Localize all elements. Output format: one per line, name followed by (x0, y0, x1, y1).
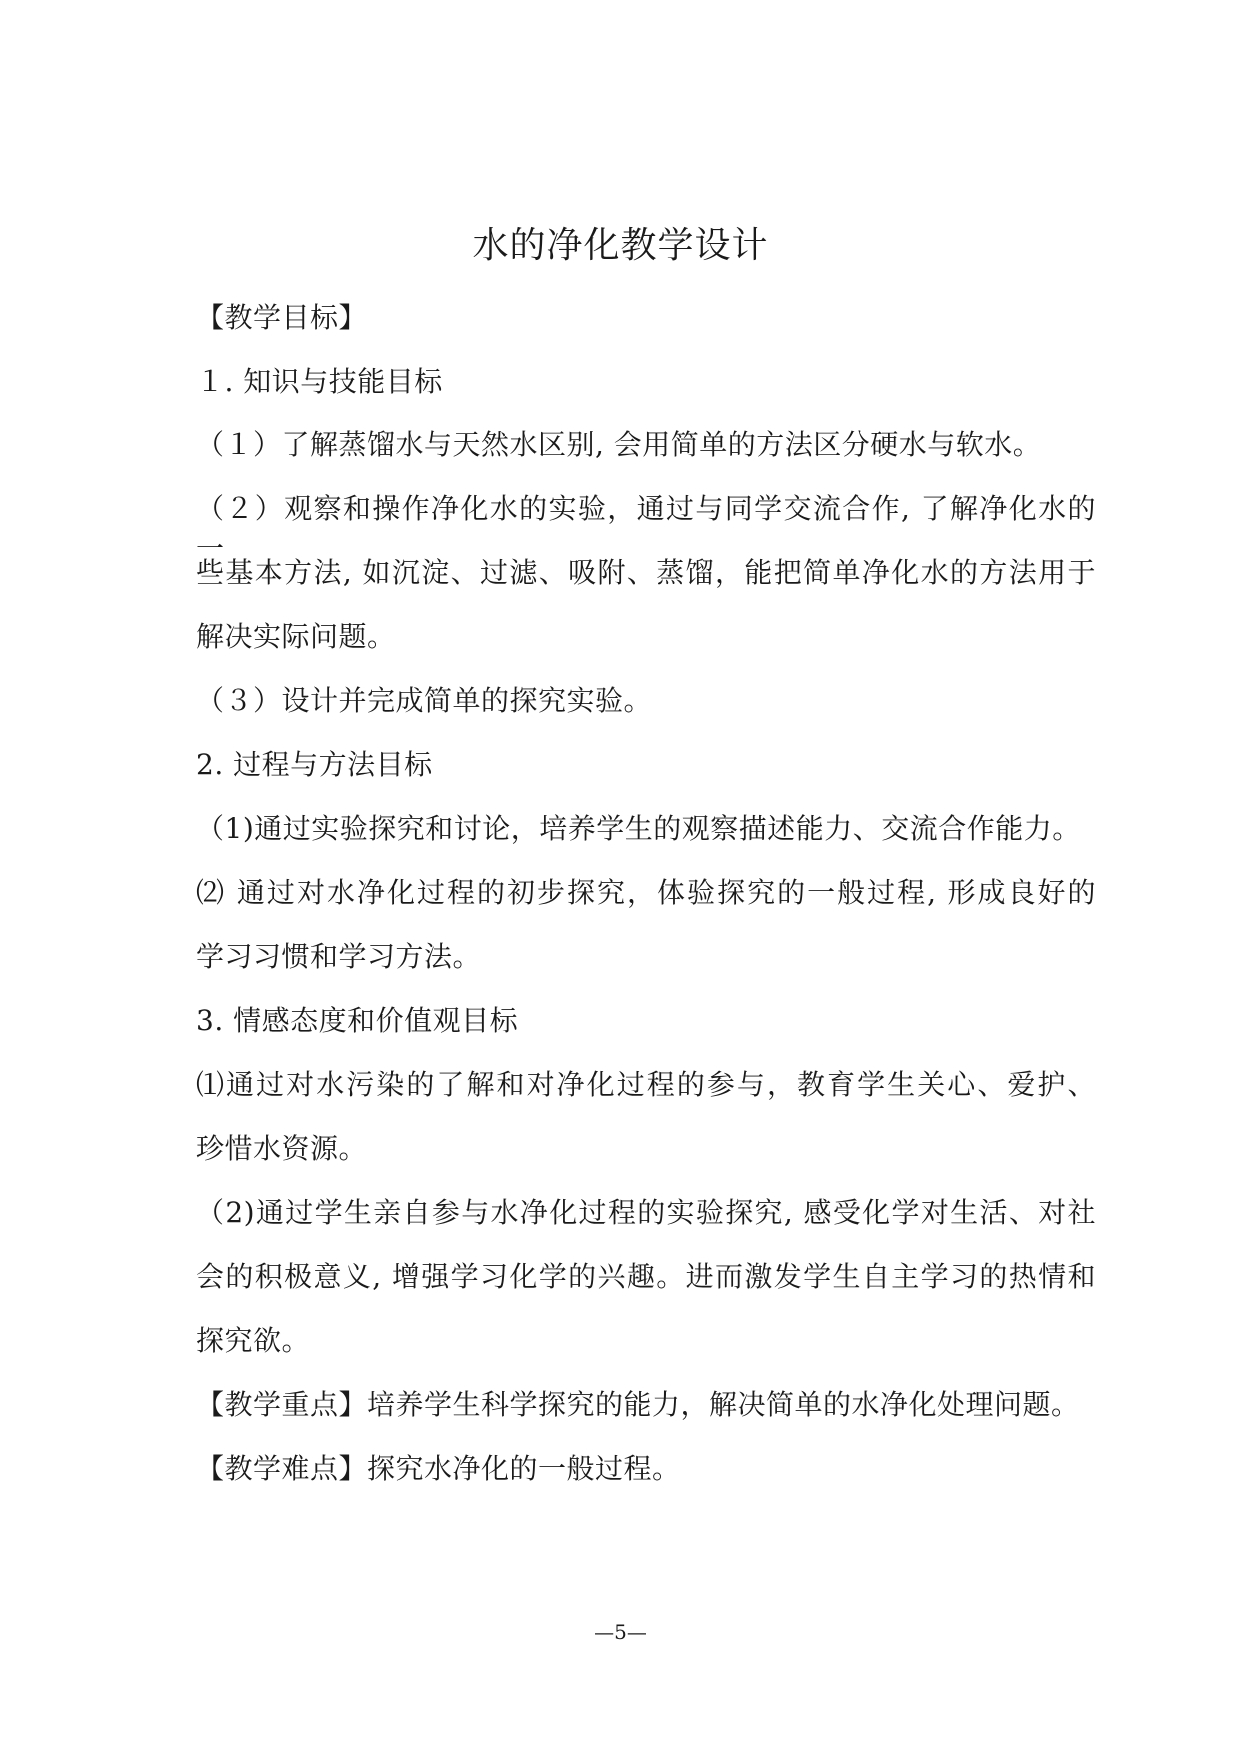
paragraph-line: ⑴通过对水污染的了解和对净化过程的参与，教育学生关心、爱护、 (196, 1068, 1096, 1101)
paragraph-line: （１）了解蒸馏水与天然水区别, 会用简单的方法区分硬水与软水。 (196, 428, 1042, 461)
paragraph-line: 解决实际问题。 (196, 620, 396, 653)
subheading-knowledge-skills: １. 知识与技能目标 (196, 365, 443, 398)
paragraph-line: （1)通过实验探究和讨论，培养学生的观察描述能力、交流合作能力。 (196, 812, 1081, 845)
paragraph-line: （３）设计并完成简单的探究实验。 (196, 684, 653, 717)
section-teaching-focus: 【教学重点】培养学生科学探究的能力，解决简单的水净化处理问题。 (196, 1388, 1080, 1421)
paragraph-line: （2)通过学生亲自参与水净化过程的实验探究, 感受化学对生活、对社 (196, 1196, 1096, 1229)
page-title: 水的净化教学设计 (472, 225, 769, 266)
paragraph-line: 探究欲。 (196, 1324, 311, 1357)
section-heading-teaching-goals: 【教学目标】 (196, 301, 368, 334)
paragraph-line: ⑵ 通过对水净化过程的初步探究，体验探究的一般过程, 形成良好的 (196, 876, 1096, 909)
paragraph-line: （２）观察和操作净化水的实验，通过与同学交流合作, 了解净化水的一 (196, 492, 1096, 565)
section-teaching-difficulty: 【教学难点】探究水净化的一般过程。 (196, 1452, 681, 1485)
paragraph-line: 些基本方法, 如沉淀、过滤、吸附、蒸馏，能把简单净化水的方法用于 (196, 556, 1096, 589)
subheading-process-methods: 2. 过程与方法目标 (196, 748, 433, 781)
page-number: —5— (594, 1620, 647, 1644)
paragraph-line: 学习习惯和学习方法。 (196, 940, 482, 973)
paragraph-line: 会的积极意义, 增强学习化学的兴趣。进而激发学生自主学习的热情和 (196, 1260, 1096, 1293)
subheading-emotion-values: 3. 情感态度和价值观目标 (196, 1004, 519, 1037)
paragraph-line: 珍惜水资源。 (196, 1132, 368, 1165)
